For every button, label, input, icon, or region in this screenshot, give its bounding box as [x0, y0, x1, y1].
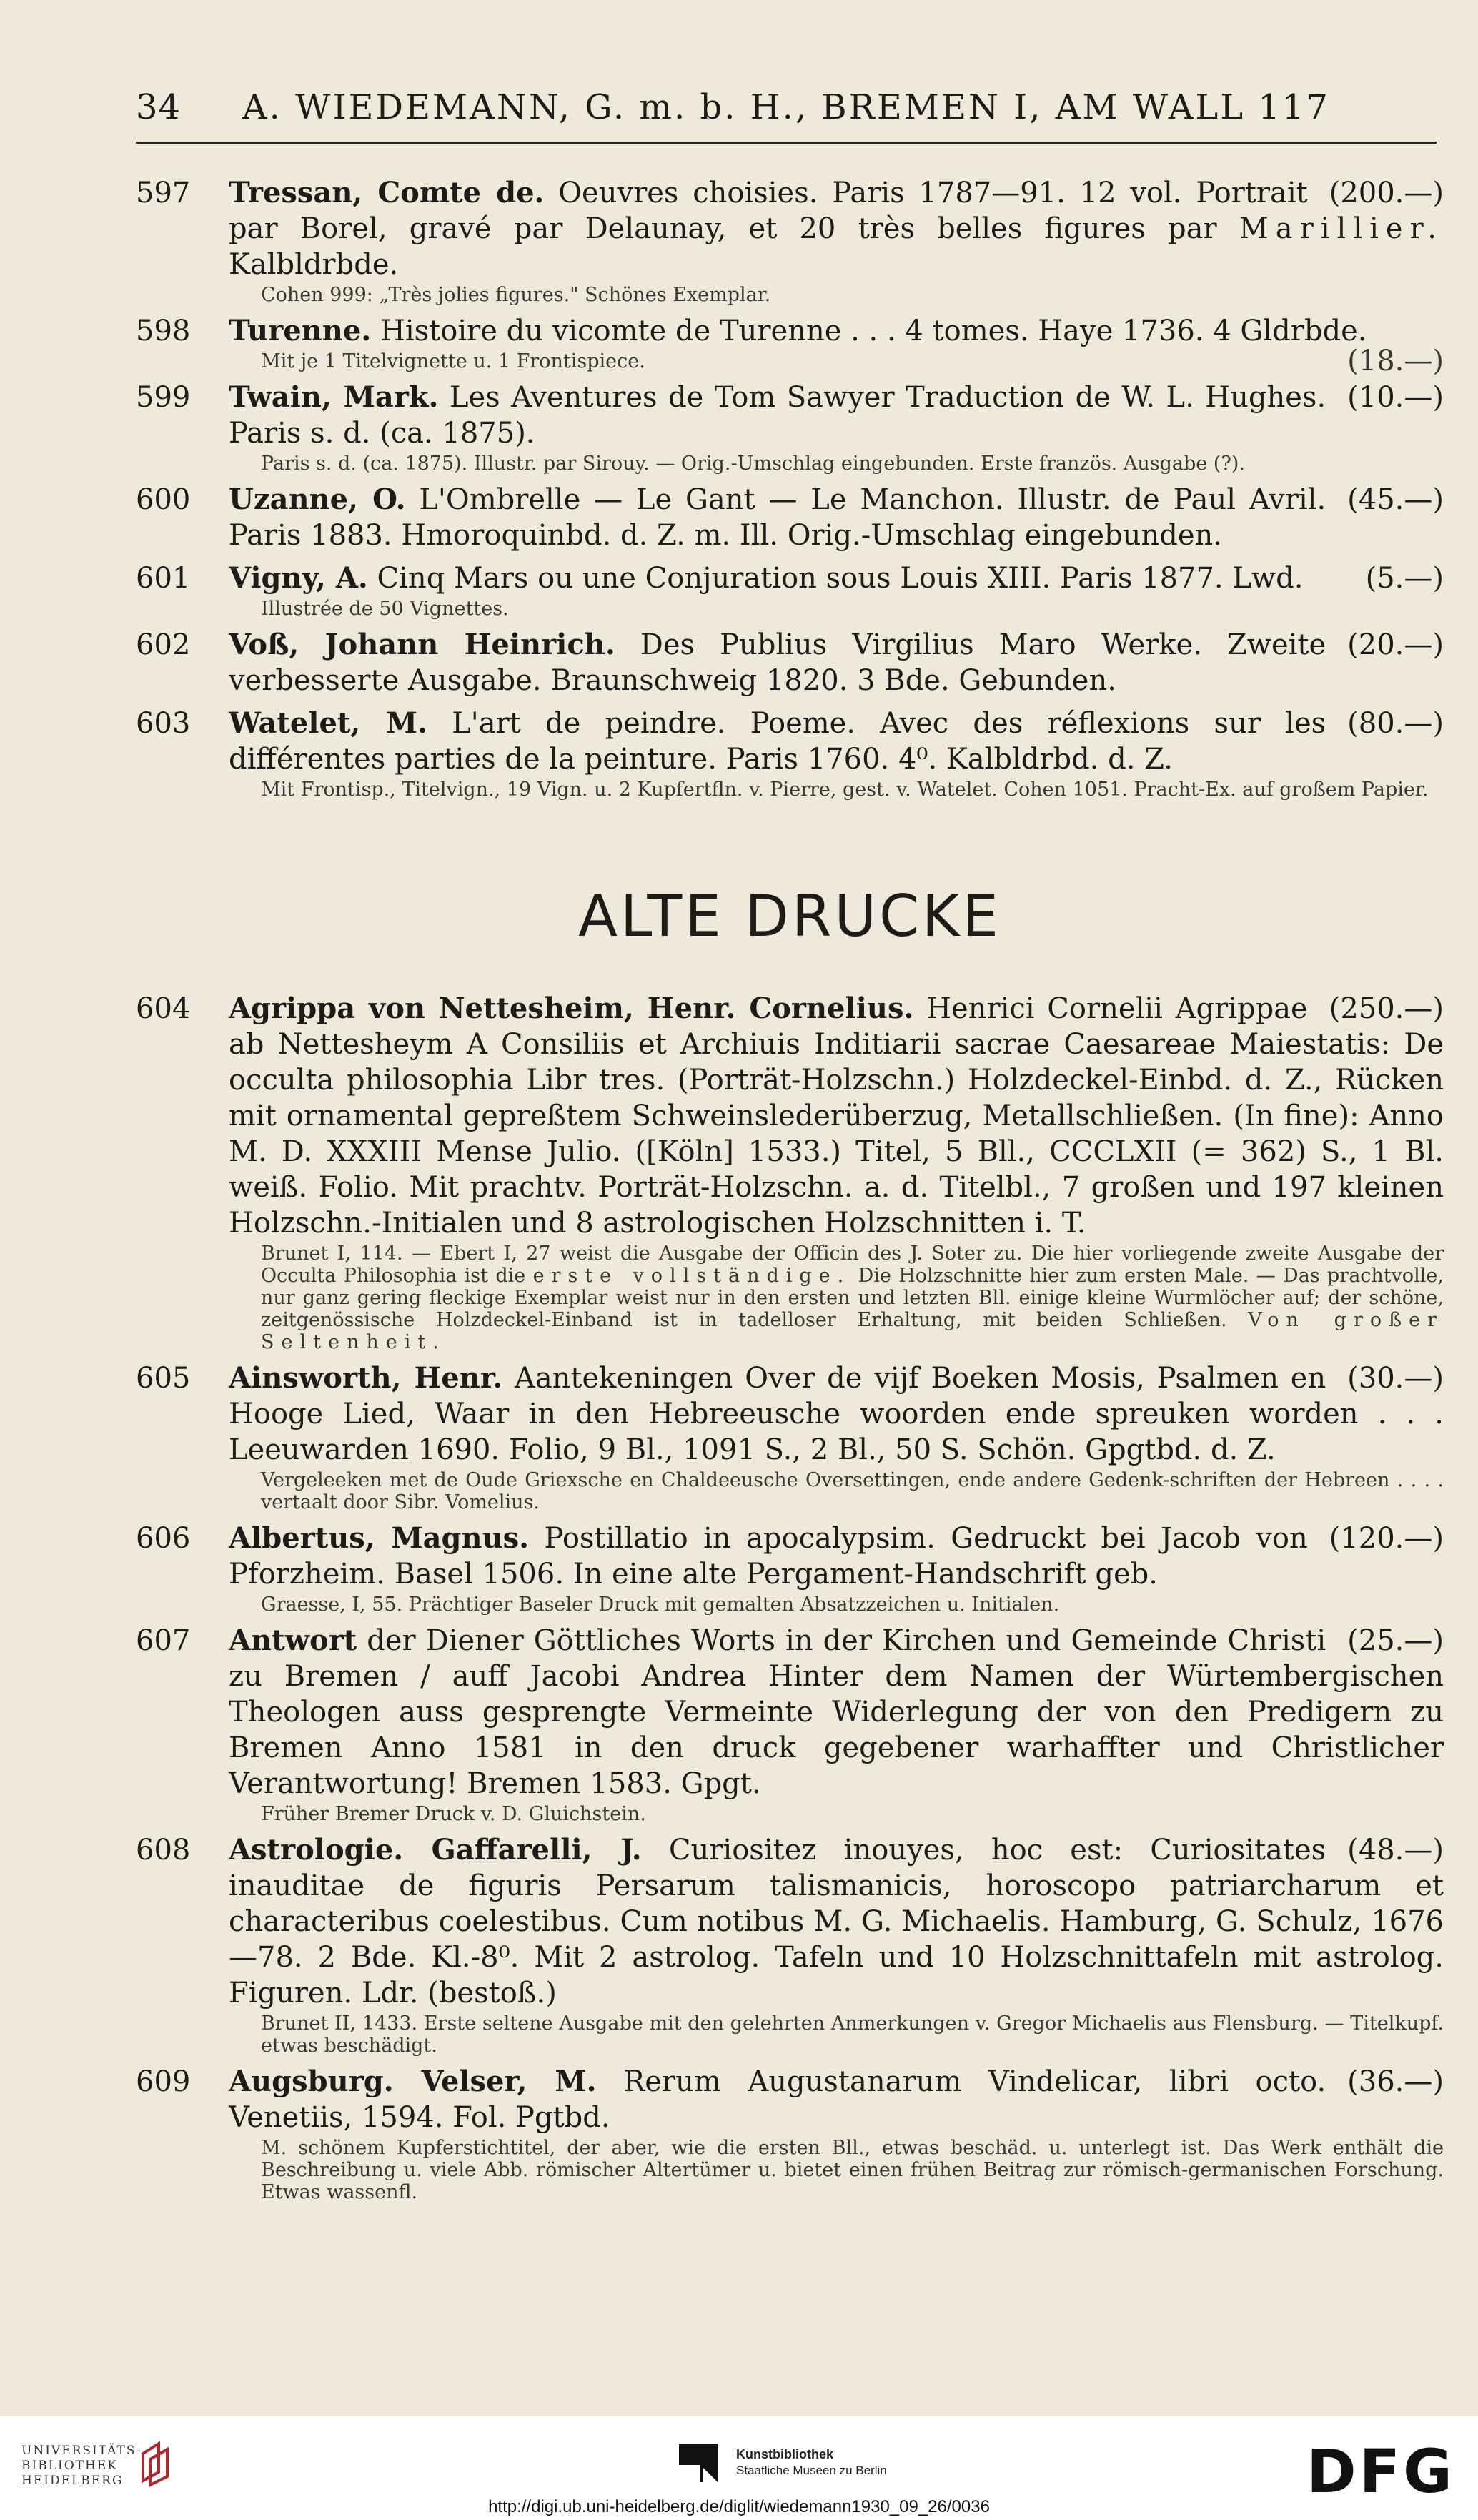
entry-note-text: Mit Frontisp., Titelvign., 19 Vign. u. 2 Kupfertfln. v. Pierre, gest. v. Watelet. Cohen 1051. Pracht-Ex. auf großem Papier. — [261, 779, 1429, 801]
catalog-entry — [136, 313, 1444, 377]
entry-number: 606 — [136, 1522, 191, 1555]
entry-description — [229, 380, 1444, 451]
entry-author: Twain, Mark. — [229, 380, 439, 414]
entry-author: Astrologie. Gaffarelli, J. — [229, 1833, 642, 1867]
entry-text: Cinq Mars ou une Conjuration sous Louis XIII. Paris 1877. Lwd. — [367, 562, 1304, 595]
uni-line-2: BIBLIOTHEK — [21, 2459, 118, 2473]
entry-note — [229, 284, 1444, 306]
entry-description — [229, 991, 1444, 1241]
entry-number: 600 — [136, 483, 191, 516]
entry-number: 597 — [136, 177, 191, 209]
entry-number: 602 — [136, 628, 191, 661]
entry-text: Oeuvres choisies. Paris 1787—91. 12 vol. Portrait par Borel, gravé par Delaunay, et 20 très belles figures par — [229, 177, 1308, 245]
entry-note-text: Brunet II, 1433. Erste seltene Ausgabe mit den gelehrten Anmerkungen v. Gregor Michaelis aus Flensburg. — Titelkupf. etwas beschädigt. — [261, 2012, 1444, 2057]
entry-note-text: M. schönem Kupferstichtitel, der aber, wie die ersten Bll., etwas beschäd. u. unterlegt ist. Das Werk enthält die Beschreibung u. viele Abb. römischer Altertümer u. bietet einen frühen Beitrag zur römisch-germanischen Forschung. Etwas wassenfl. — [261, 2137, 1444, 2203]
entry-price: (120.—) — [1329, 1522, 1444, 1555]
heidelberg-logo-icon — [137, 2438, 173, 2488]
entry-text: Curiositez inouyes, hoc est: Curiositates inauditae de figuris Persarum talismanicis, horoscopo patriarcharum et characteribus coelestibus. Cum notibus M. G. Michaelis. Hamburg, G. Schulz, 1676—78. 2 Bde. Kl.-8⁰. Mit 2 astrolog. Tafeln und 10 Holzschnittafeln mit astrolog. Figuren. Ldr. (bestoß.) — [229, 1834, 1444, 2010]
kunstbibliothek-logo-icon — [679, 2444, 718, 2482]
entry-description — [229, 706, 1444, 777]
catalog-entries — [136, 175, 1444, 2210]
entry-note — [229, 2012, 1444, 2057]
entry-price: (45.—) — [1347, 483, 1444, 516]
entry-text: Les Aventures de Tom Sawyer Traduction de W. L. Hughes. Paris s. d. (ca. 1875). — [229, 381, 1326, 450]
dfg-logo: DFG — [1306, 2436, 1455, 2506]
entry-note — [229, 1242, 1444, 1353]
entry-description — [229, 560, 1444, 596]
catalog-entry — [136, 482, 1444, 553]
kunstbibliothek-label — [736, 2446, 887, 2479]
uni-line-3: HEIDELBERG — [21, 2474, 124, 2488]
catalog-entry — [136, 1832, 1444, 2057]
entry-text: Rerum Augustanarum Vindelicar, libri octo. Venetiis, 1594. Fol. Pgtbd. — [229, 2065, 1326, 2134]
entry-text: Des Publius Virgilius Maro Werke. Zweite verbesserte Ausgabe. Braunschweig 1820. 3 Bde. Gebunden. — [229, 628, 1326, 697]
entry-description — [229, 313, 1444, 349]
entry-note-text: Cohen 999: „Très jolies figures." Schönes Exemplar. — [261, 284, 771, 306]
entry-text: Postillatio in apocalypsim. Gedruckt bei Jacob von Pforzheim. Basel 1506. In eine alte Pergament-Handschrift geb. — [229, 1522, 1308, 1591]
page-running-title: A. WIEDEMANN, G. m. b. H., BREMEN I, AM WALL 117 — [242, 87, 1331, 127]
entry-author: Antwort — [229, 1624, 357, 1657]
entry-number: 598 — [136, 315, 191, 347]
entry-number: 601 — [136, 562, 191, 595]
entry-number: 599 — [136, 381, 191, 414]
entry-number: 608 — [136, 1834, 191, 1867]
section-title: ALTE DRUCKE — [578, 883, 1001, 949]
uni-line-1: UNIVERSITÄTS- — [21, 2444, 142, 2458]
entry-note — [229, 345, 1444, 377]
entry-author: Uzanne, O. — [229, 483, 406, 516]
entry-description — [229, 627, 1444, 698]
entry-note — [229, 2137, 1444, 2203]
entry-text-after: Kalbldrbde. — [229, 248, 399, 281]
entry-spaced-text: Marillier. — [1239, 212, 1444, 245]
entry-number: 604 — [136, 992, 191, 1025]
entry-note-text: Früher Bremer Druck v. D. Gluichstein. — [261, 1803, 646, 1825]
heidelberg-library-label — [21, 2444, 142, 2489]
kb-line-1: Kunstbibliothek — [736, 2447, 833, 2461]
page-number: 34 — [136, 87, 182, 127]
entry-description — [229, 1623, 1444, 1802]
catalog-entry — [136, 706, 1444, 801]
entry-price: (80.—) — [1347, 707, 1444, 740]
entry-note — [229, 453, 1444, 475]
entry-note — [229, 1593, 1444, 1616]
entry-author: Ainsworth, Henr. — [229, 1361, 503, 1395]
catalog-entry — [136, 2064, 1444, 2203]
entry-number: 605 — [136, 1362, 191, 1395]
entry-note-text: Illustrée de 50 Vignettes. — [261, 598, 509, 620]
entry-price: (250.—) — [1329, 992, 1444, 1025]
entry-note-text: Mit je 1 Titelvignette u. 1 Frontispiece. — [261, 350, 645, 372]
entry-author: Voß, Johann Heinrich. — [229, 628, 615, 661]
catalog-entry — [136, 1521, 1444, 1616]
entry-note — [229, 1803, 1444, 1825]
entry-text: der Diener Göttliches Worts in der Kirchen und Gemeinde Christi zu Bremen / auff Jacobi Andrea Hinter dem Namen der Würtembergischen Theologen auss gesprengte Vermeinte Widerlegung der von den Predigern zu Bremen Anno 1581 in den druck gegebener warhaffter und Christlicher Verantwortung! Bremen 1583. Gpgt. — [229, 1624, 1444, 1800]
entry-author: Tressan, Comte de. — [229, 176, 545, 209]
entry-price: (10.—) — [1347, 381, 1444, 414]
entry-price: (25.—) — [1347, 1624, 1444, 1657]
entry-author: Vigny, A. — [229, 561, 368, 595]
entry-price: (5.—) — [1365, 562, 1444, 595]
entry-text: L'art de peindre. Poeme. Avec des réflexions sur les différentes parties de la peinture. Paris 1760. 4⁰. Kalbldrbd. d. Z. — [229, 707, 1326, 776]
entry-price: (20.—) — [1347, 628, 1444, 661]
catalog-entry — [136, 380, 1444, 475]
entry-note-text: Paris s. d. (ca. 1875). Illustr. par Sirouy. — Orig.-Umschlag eingebunden. Erste französ. Ausgabe (?). — [261, 453, 1245, 475]
entry-description — [229, 1832, 1444, 2011]
entry-text: Aantekeningen Over de vijf Boeken Mosis, Psalmen en Hooge Lied, Waar in den Hebreeusche woorden ende spreuken worden . . . Leeuwarden 1690. Folio, 9 Bl., 1091 S., 2 Bl., 50 S. Schön. Gpgtbd. d. Z. — [229, 1362, 1444, 1466]
entry-note — [229, 1469, 1444, 1513]
entry-price: (48.—) — [1347, 1834, 1444, 1867]
catalog-entry — [136, 1360, 1444, 1513]
entry-number: 609 — [136, 2065, 191, 2098]
catalog-entry — [136, 627, 1444, 698]
entry-description — [229, 1360, 1444, 1468]
entry-note-text: Graesse, I, 55. Prächtiger Baseler Druck mit gemalten Absatzzeichen u. Initialen. — [261, 1593, 1060, 1616]
entry-text: Henrici Cornelii Agrippae ab Nettesheym A Consiliis et Archiuis Inditiarii sacrae Caesareae Maiestatis: De occulta philosophia Libr tres. (Porträt-Holzschn.) Holzdeckel-Einbd. d. Z., Rücken mit ornamental gepreßtem Schweinslederüberzug, Metallschließen. (In fine): Anno M. D. XXXIII Mense Julio. ([Köln] 1533.) Titel, 5 Bll., CCCLXII (= 362) S., 1 Bl. weiß. Folio. Mit prachtv. Porträt-Holzschn. a. d. Titelbl., 7 großen und 197 kleinen Holzschn.-Initialen und 8 astrologischen Holzschnitten i. T. — [229, 992, 1444, 1240]
page-header — [136, 77, 1437, 144]
entry-note — [229, 598, 1444, 620]
entry-author: Albertus, Magnus. — [229, 1521, 530, 1555]
entry-description — [229, 175, 1444, 282]
entry-author: Watelet, M. — [229, 706, 427, 740]
entry-note-text: Vergeleeken met de Oude Griexsche en Chaldeeusche Oversettingen, ende andere Gedenk-schriften der Hebreen . . . . vertaalt door Sibr. Vomelius. — [261, 1469, 1444, 1513]
entry-note-after: Die Holzschnitte hier zum ersten Male. — Das prachtvolle, nur ganz gering fleckige Exemplar weist nur in den ersten und letzten Bll. einige kleine Wurmlöcher auf; der schöne, zeitgenössische Holzdeckel-Einband ist in tadelloser Erhaltung, mit beiden Schließen. — [261, 1265, 1444, 1331]
kb-line-2: Staatliche Museen zu Berlin — [736, 2464, 887, 2477]
entry-price: (30.—) — [1347, 1362, 1444, 1395]
entry-author: Turenne. — [229, 314, 372, 347]
entry-price: (200.—) — [1329, 177, 1444, 209]
entry-author: Augsburg. Velser, M. — [229, 2065, 597, 2098]
entry-number: 607 — [136, 1624, 191, 1657]
entry-price: (36.—) — [1347, 2065, 1444, 2098]
entry-note-spaced-2: Von großer Seltenheit. — [261, 1309, 1444, 1353]
entry-description — [229, 482, 1444, 553]
catalog-entry — [136, 175, 1444, 306]
footer-bar — [0, 2416, 1478, 2520]
entry-price: (18.—) — [1347, 345, 1444, 377]
entry-author: Agrippa von Nettesheim, Henr. Cornelius. — [229, 992, 914, 1025]
entry-description — [229, 2064, 1444, 2135]
entry-note — [229, 779, 1444, 801]
entry-text: Histoire du vicomte de Turenne . . . 4 tomes. Haye 1736. 4 Gldrbde. — [371, 315, 1367, 347]
entry-text: L'Ombrelle — Le Gant — Le Manchon. Illustr. de Paul Avril. Paris 1883. Hmoroquinbd. d. Z. m. Ill. Orig.-Umschlag eingebunden. — [229, 483, 1326, 552]
entry-description — [229, 1521, 1444, 1592]
catalog-entry — [136, 991, 1444, 1353]
entry-number: 603 — [136, 707, 191, 740]
catalog-entry — [136, 1623, 1444, 1825]
entry-note-spaced: erste vollständige. — [532, 1265, 851, 1287]
entry-note-text: Brunet I, 114. — Ebert I, 27 weist die Ausgabe der Officin des J. Soter zu. Die hier vorliegende zweite Ausgabe der Occulta Philosophia ist die — [261, 1242, 1444, 1287]
source-url-link[interactable]: http://digi.ub.uni-heidelberg.de/diglit/wiedemann1930_09_26/0036 — [488, 2497, 990, 2516]
catalog-entry — [136, 560, 1444, 620]
